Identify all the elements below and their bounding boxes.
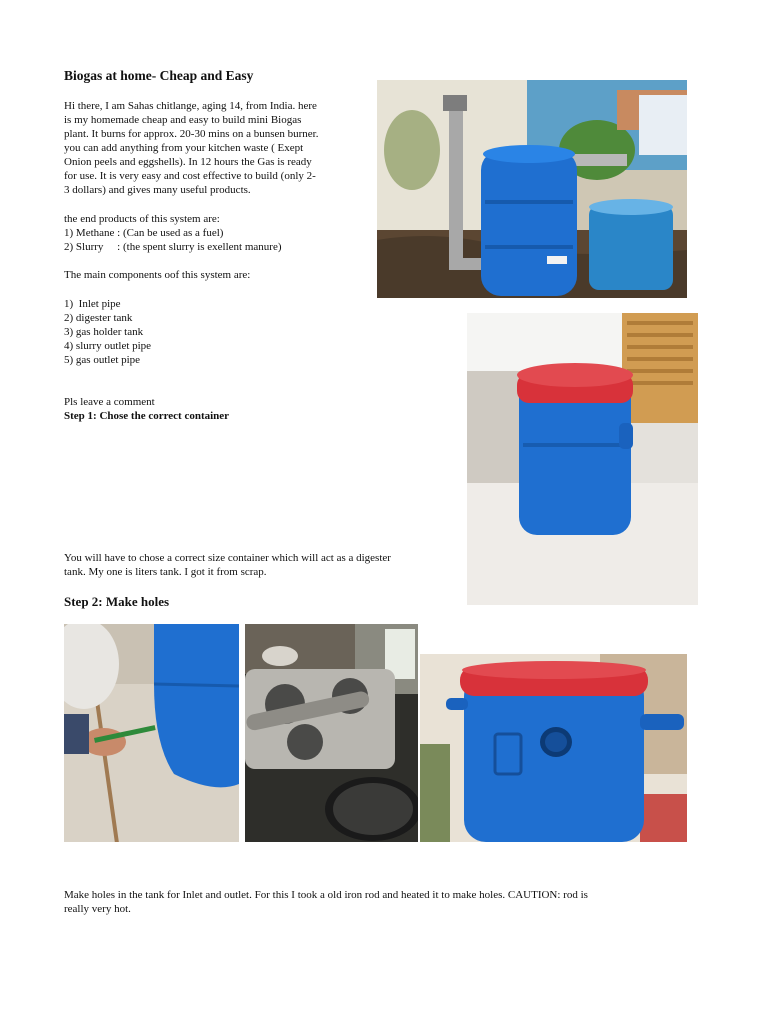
step1-body	[64, 551, 391, 579]
biogas-setup-photo	[377, 80, 687, 298]
step1-body-line: You will have to chose a correct size container which will act as a digester	[64, 552, 391, 564]
intro-line: 3 dollars) and gives many useful products.	[64, 184, 251, 196]
component-item: 2) digester tank	[64, 312, 133, 324]
barrel-hole-photo	[420, 624, 687, 842]
intro-line: plant. It burns for approx. 20-30 mins on a bunsen burner.	[64, 128, 319, 140]
barrel-photo	[467, 313, 698, 605]
intro-line: Onion peels and eggshells). In 12 hours the Gas is ready	[64, 156, 312, 168]
component-item: 1) Inlet pipe	[64, 298, 121, 310]
step2-body	[64, 888, 704, 916]
intro-paragraph	[64, 99, 370, 197]
component-item: 5) gas outlet pipe	[64, 354, 141, 366]
components-list	[64, 297, 151, 367]
end-product-item: 2) Slurry : (the spent slurry is exellent manure)	[64, 241, 282, 253]
step1-heading: Step 1: Chose the correct container	[64, 410, 230, 422]
marking-hole-photo	[64, 624, 239, 842]
heating-rod-photo	[245, 624, 418, 842]
intro-line: Hi there, I am Sahas chitlange, aging 14, from India. here	[64, 100, 317, 112]
end-products-section	[64, 212, 282, 254]
intro-line: you can add anything from your kitchen waste ( Exept	[64, 142, 304, 154]
end-products-heading: the end products of this system are:	[64, 213, 220, 225]
intro-line: is my homemade cheap and easy to build mini Biogas	[64, 114, 302, 126]
step2-body-line: Make holes in the tank for Inlet and outlet. For this I took a old iron rod and heated it to make holes. CAUTION: rod is	[64, 889, 588, 901]
end-product-item: 1) Methane : (Can be used as a fuel)	[64, 227, 224, 239]
step2-heading: Step 2: Make holes	[64, 594, 170, 609]
components-heading: The main components oof this system are:	[64, 269, 251, 281]
component-item: 3) gas holder tank	[64, 326, 144, 338]
components-section	[64, 268, 250, 282]
page-title: Biogas at home- Cheap and Easy	[64, 68, 254, 83]
intro-line: for use. It is very easy and cost effective to build (only 2-	[64, 170, 316, 182]
step1-body-line: tank. My one is liters tank. I got it from scrap.	[64, 566, 267, 578]
step2-body-line: really very hot.	[64, 903, 131, 915]
component-item: 4) slurry outlet pipe	[64, 340, 152, 352]
comment-line: Pls leave a comment	[64, 396, 155, 408]
